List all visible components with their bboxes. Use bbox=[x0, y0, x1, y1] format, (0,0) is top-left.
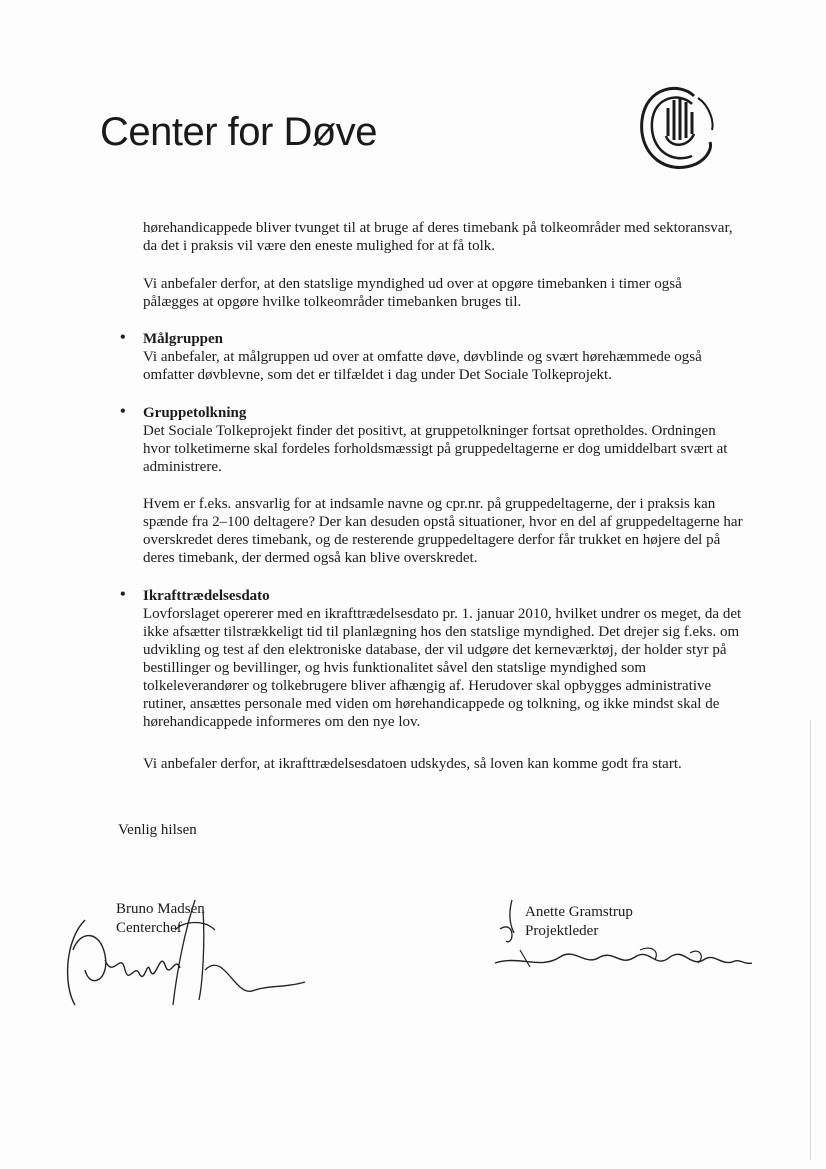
bullet-icon: • bbox=[120, 329, 126, 346]
section-gruppetolkning bbox=[143, 404, 743, 476]
signature-bruno bbox=[55, 890, 315, 1020]
org-name: Center for Døve bbox=[100, 110, 378, 154]
bullet-icon: • bbox=[120, 403, 126, 420]
scan-edge-line bbox=[810, 720, 811, 1160]
center-for-dove-logo-icon bbox=[632, 78, 722, 178]
signatory-title: Projektleder bbox=[525, 923, 599, 939]
signatory-title: Centerchef bbox=[116, 920, 182, 936]
section-paragraph: Det Sociale Tolkeprojekt finder det positivt, at gruppetolkninger fortsat opretholdes. Ordningen hvor tolketimerne skal fordeles forholdsmæssigt på gruppedeltagerne er dog umiddelbart svært at administrere. bbox=[143, 423, 728, 475]
section-heading: Gruppetolkning bbox=[143, 405, 247, 421]
section-gruppetolkning-cont bbox=[143, 495, 743, 567]
signatory-name: Bruno Madsen bbox=[116, 901, 205, 917]
section-paragraph: Vi anbefaler derfor, at ikrafttrædelsesdatoen udskydes, så loven kan komme godt fra start. bbox=[143, 756, 682, 772]
section-paragraph: Lovforslaget opererer med en ikrafttrædelsesdato pr. 1. januar 2010, hvilket undrer os meget, da det ikke afsætter tilstrækkeligt tid til planlægning hos den statslige myndighed. Det drejer sig f.eks. om udvikling og test af den elektroniske database, der vil udgøre det kerneværktøj, der holder styr på bestillinger og bevillinger, og hvis funktionalitet såvel den statslige myndighed som tolkeleverandører og tolkebrugere bliver afhængig af. Herudover skal opbygges administrative rutiner, ansættes personale med viden om hørehandicappede og tolkning, og ikke mindst skal de hørehandicappede informeres om den nye lov. bbox=[143, 606, 742, 730]
signature-anette bbox=[490, 895, 760, 985]
signatory-name: Anette Gramstrup bbox=[525, 904, 633, 920]
section-malgruppen bbox=[143, 330, 743, 384]
section-heading: Målgruppen bbox=[143, 331, 224, 347]
section-heading: Ikrafttrædelsesdato bbox=[143, 588, 270, 604]
bullet-icon: • bbox=[120, 586, 126, 603]
section-ikrafttraedelsesdato bbox=[143, 587, 743, 731]
paragraph-intro: hørehandicappede bliver tvunget til at bruge af deres timebank på tolkeområder med sektoransvar, da det i praksis vil være den eneste mulighed for at få tolk. bbox=[143, 220, 733, 254]
closing-greeting: Venlig hilsen bbox=[118, 822, 197, 838]
paragraph-recommendation: Vi anbefaler derfor, at den statslige myndighed ud over at opgøre timebanken i timer også pålægges at opgøre hvilke tolkeområder timebanken bruges til. bbox=[143, 276, 682, 310]
section-ikrafttraedelsesdato-cont bbox=[143, 755, 743, 773]
section-paragraph: Vi anbefaler, at målgruppen ud over at omfatte døve, døvblinde og svært hørehæmmede også omfatter døvblevne, som det er tilfældet i dag under Det Sociale Tolkeprojekt. bbox=[143, 349, 702, 383]
section-paragraph: Hvem er f.eks. ansvarlig for at indsamle navne og cpr.nr. på gruppedeltagerne, der i praksis kan spænde fra 2–100 deltagere? Der kan desuden opstå situationer, hvor en del af gruppedeltagerne har overskredet deres timebank, og de resterende gruppedeltagere derfor får trukket en højere del på deres timebank, der dermed også kan blive overskredet. bbox=[143, 496, 743, 566]
